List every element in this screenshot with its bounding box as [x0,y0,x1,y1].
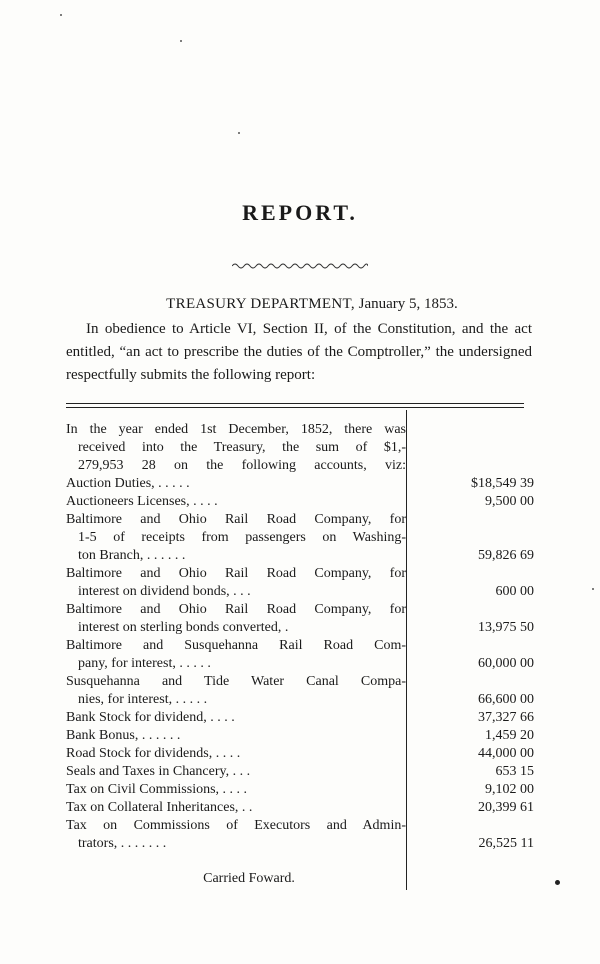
ledger-entry-line: Baltimore and Ohio Rail Road Company, for [66,602,406,617]
ledger-amount: 13,975 50 [478,620,534,635]
ledger-amount: 653 15 [495,764,534,779]
ledger-amount: 20,399 61 [478,800,534,815]
divider-rule [66,407,524,408]
ledger-entry [66,565,406,601]
ledger-entry-line: nies, for interest, . . . . . [78,692,208,707]
ledger-amount: 59,826 69 [478,548,534,563]
report-heading [0,296,600,313]
ink-speck [238,132,240,134]
ledger-entry [66,475,406,493]
ledger-entry-line: pany, for interest, . . . . . [78,656,211,671]
ornamental-rule-icon [232,262,368,270]
amounts-column [416,421,534,853]
ledger-entry-line: Bank Stock for dividend, . . . . [66,710,235,725]
ledger-entry-line: Bank Bonus, . . . . . . [66,728,181,743]
page-title: REPORT. [242,200,358,225]
department-name: TREASURY DEPARTMENT, [166,296,355,312]
ledger-entry-line: Baltimore and Ohio Rail Road Company, for [66,512,406,527]
ledger-entry [66,763,406,781]
ledger-entry [66,817,406,853]
ledger-amount: 26,525 11 [478,836,534,851]
ledger-entry [66,673,406,709]
ledger-amount: 37,327 66 [478,710,534,725]
preamble [66,421,406,475]
ledger-amount: $18,549 39 [471,476,534,491]
ledger-amount: 9,102 00 [485,782,534,797]
ledger-entry-line: Susquehanna and Tide Water Canal Compa- [66,674,406,689]
ledger-entry [66,637,406,673]
ledger-entry-line: Tax on Collateral Inheritances, . . [66,800,253,815]
ledger-entry-line: Baltimore and Susquehanna Rail Road Com- [66,638,406,653]
ledger-amount: 600 00 [495,584,534,599]
ledger-amount: 44,000 00 [478,746,534,761]
ledger-entry [66,799,406,817]
ledger-entry [66,781,406,799]
ledger-entry-line: ton Branch, . . . . . . [78,548,186,563]
ledger-entry-line: interest on dividend bonds, . . . [78,584,251,599]
ledger-entry-line: Auction Duties, . . . . . [66,476,190,491]
carried-forward: Carried Foward. [203,871,295,886]
ledger-entry-line: 1-5 of receipts from passengers on Washing- [78,530,406,545]
ledger-entry [66,727,406,745]
ledger-entry [66,601,406,637]
ledger-amount: 9,500 00 [485,494,534,509]
column-divider [406,410,407,890]
preamble-line: In the year ended 1st December, 1852, there was [66,422,406,437]
ledger-entry [66,745,406,763]
ink-speck [60,14,62,16]
intro-text: In obedience to Article VI, Section II, of the Constitution, and the act entitled, “an act to prescribe the duties of the Comptroller,” the undersigned respectfully submits the following report: [66,321,532,383]
preamble-line: 279,953 28 on the following accounts, viz: [78,458,406,473]
ledger-entry-line: Road Stock for dividends, . . . . [66,746,241,761]
ledger-entry [66,511,406,565]
ledger-entry-line: Baltimore and Ohio Rail Road Company, for [66,566,406,581]
ledger-amount: 60,000 00 [478,656,534,671]
report-date: January 5, 1853. [358,296,458,312]
ink-speck [592,588,594,590]
ledger-entry-line: interest on sterling bonds converted, . [78,620,289,635]
ledger-amount: 1,459 20 [485,728,534,743]
ledger-entry-line: Seals and Taxes in Chancery, . . . [66,764,251,779]
ink-speck [180,40,182,42]
ledger-entry-line: Auctioneers Licenses, . . . . [66,494,218,509]
divider-rule [66,403,524,404]
receipts-list [66,421,406,853]
ledger-entry-line: Tax on Commissions of Executors and Admin- [66,818,406,833]
ledger-entry-line: Tax on Civil Commissions, . . . . [66,782,248,797]
ledger-entry [66,493,406,511]
intro-paragraph [66,318,532,387]
ledger-entry-line: trators, . . . . . . . [78,836,167,851]
preamble-line: received into the Treasury, the sum of $1,- [78,440,406,455]
ink-spot [555,880,560,885]
ledger-entry [66,709,406,727]
ledger-amount: 66,600 00 [478,692,534,707]
